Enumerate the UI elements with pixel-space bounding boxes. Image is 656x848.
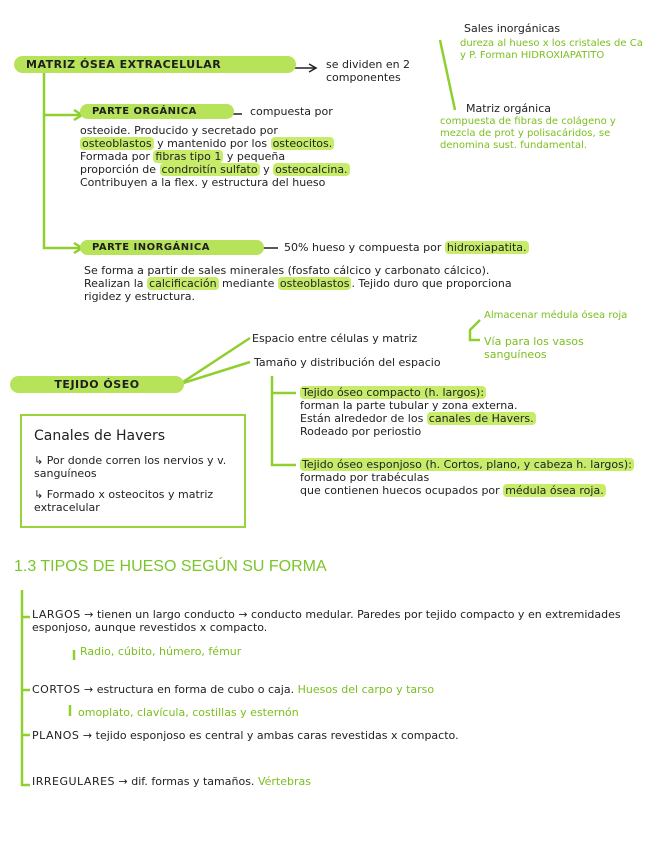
tejido-via: Vía para los vasos sanguíneos bbox=[484, 335, 584, 361]
tejido-oseo-title: TEJIDO ÓSEO bbox=[10, 376, 184, 393]
havers-arrow-1: ↳ bbox=[34, 454, 44, 467]
matriz-organica-title: Matriz orgánica bbox=[466, 102, 551, 115]
matriz-divide-text: se dividen en 2 componentes bbox=[326, 58, 411, 84]
tejido-tamano: Tamaño y distribución del espacio bbox=[254, 356, 441, 369]
inorganica-text bbox=[84, 264, 644, 303]
largos-desc: tienen un largo conducto → conducto medular. Paredes por tejido compacto y en extremidades esponjoso, aunque revestidos x compacto. bbox=[32, 608, 621, 634]
organica-arrow-text: compuesta por bbox=[250, 105, 333, 118]
irregulares-green: Vértebras bbox=[257, 775, 311, 788]
tipo-cortos: CORTOS → estructura en forma de cubo o caja. Huesos del carpo y tarso bbox=[32, 683, 435, 696]
esponjoso-title: Tejido óseo esponjoso (h. Cortos, plano, y cabeza h. largos): formado por trabéculas bbox=[300, 458, 632, 484]
largos-label: LARGOS bbox=[32, 608, 81, 621]
havers-title: Canales de Havers bbox=[34, 428, 166, 444]
organica-line-4: proporción de condroitín sulfato y osteocalcina. bbox=[80, 163, 348, 176]
sales-inorganicas-title: Sales inorgánicas bbox=[464, 22, 561, 35]
planos-desc: tejido esponjoso es central y ambas caras revestidas x compacto. bbox=[95, 729, 459, 742]
sales-inorganicas-desc: dureza al hueso x los cristales de Ca y P. Forman HIDROXIAPATITO bbox=[460, 38, 643, 61]
matriz-organica-desc: compuesta de fibras de colágeno y mezcla de prot y polisacáridos, se denomina sust. fundamental. bbox=[440, 116, 616, 151]
organica-line-5: Contribuyen a la flex. y estructura del hueso bbox=[80, 176, 326, 189]
tipo-planos: PLANOS → tejido esponjoso es central y ambas caras revestidas x compacto. bbox=[32, 729, 459, 742]
inorganica-line-1: Se forma a partir de sales minerales (fosfato cálcico y carbonato cálcico). bbox=[84, 264, 490, 277]
inorganica-line-3: rigidez y estructura. bbox=[84, 290, 196, 303]
havers-line-1: ↳ Por donde corren los nervios y v. sanguíneos bbox=[34, 454, 227, 480]
inorganica-arrow-text: 50% hueso y compuesta por hidroxiapatita. bbox=[284, 241, 527, 254]
tipos-title: 1.3 TIPOS DE HUESO SEGÚN SU FORMA bbox=[14, 558, 327, 575]
organica-line-1: osteoide. Producido y secretado por bbox=[80, 124, 278, 137]
compacto-title: Tejido óseo compacto (h. largos): bbox=[302, 386, 485, 399]
inorganica-line-2: Realizan la calcificación mediante osteoblastos . Tejido duro que proporciona bbox=[84, 277, 512, 290]
organica-line-3: Formada por fibras tipo 1 y pequeña bbox=[80, 150, 286, 163]
cortos-label: CORTOS bbox=[32, 683, 81, 696]
irregulares-desc: dif. formas y tamaños. bbox=[131, 775, 255, 788]
parte-organica-title: PARTE ORGÁNICA bbox=[80, 104, 234, 119]
matriz-title: MATRIZ ÓSEA EXTRACELULAR bbox=[14, 56, 296, 73]
irregulares-label: IRREGULARES bbox=[32, 775, 116, 788]
tipo-largos: LARGOS → tienen un largo conducto → conducto medular. Paredes por tejido compacto y en extremidades esponjoso, aunque revestidos x compacto. bbox=[32, 608, 621, 634]
cortos-examples: omoplato, clavícula, costillas y esternón bbox=[78, 706, 299, 719]
compacto-line-3: Rodeado por periostio bbox=[300, 425, 422, 438]
cortos-desc: estructura en forma de cubo o caja. bbox=[96, 683, 295, 696]
tejido-espacio: Espacio entre células y matriz bbox=[252, 332, 418, 345]
havers-box bbox=[20, 414, 246, 528]
havers-line-2: ↳ Formado x osteocitos y matriz extracelular bbox=[34, 488, 214, 514]
havers-arrow-2: ↳ bbox=[34, 488, 44, 501]
organica-line-2: osteoblastos y mantenido por los osteocitos. bbox=[82, 137, 333, 150]
tejido-almacenar: Almacenar médula ósea roja bbox=[484, 310, 628, 321]
tejido-compacto bbox=[300, 386, 630, 438]
tejido-esponjoso bbox=[300, 458, 640, 497]
compacto-line-1: forman la parte tubular y zona externa. bbox=[300, 399, 518, 412]
largos-examples: Radio, cúbito, húmero, fémur bbox=[80, 645, 242, 658]
esponjoso-line-2: que contienen huecos ocupados por médula ósea roja. bbox=[300, 484, 604, 497]
tipo-irregulares: IRREGULARES → dif. formas y tamaños. Vértebras bbox=[32, 775, 311, 788]
planos-label: PLANOS bbox=[32, 729, 80, 742]
cortos-green: Huesos del carpo y tarso bbox=[297, 683, 435, 696]
organica-text bbox=[80, 124, 440, 189]
compacto-line-2: Están alrededor de los canales de Havers. bbox=[300, 412, 534, 425]
parte-inorganica-title: PARTE INORGÁNICA bbox=[80, 240, 264, 255]
